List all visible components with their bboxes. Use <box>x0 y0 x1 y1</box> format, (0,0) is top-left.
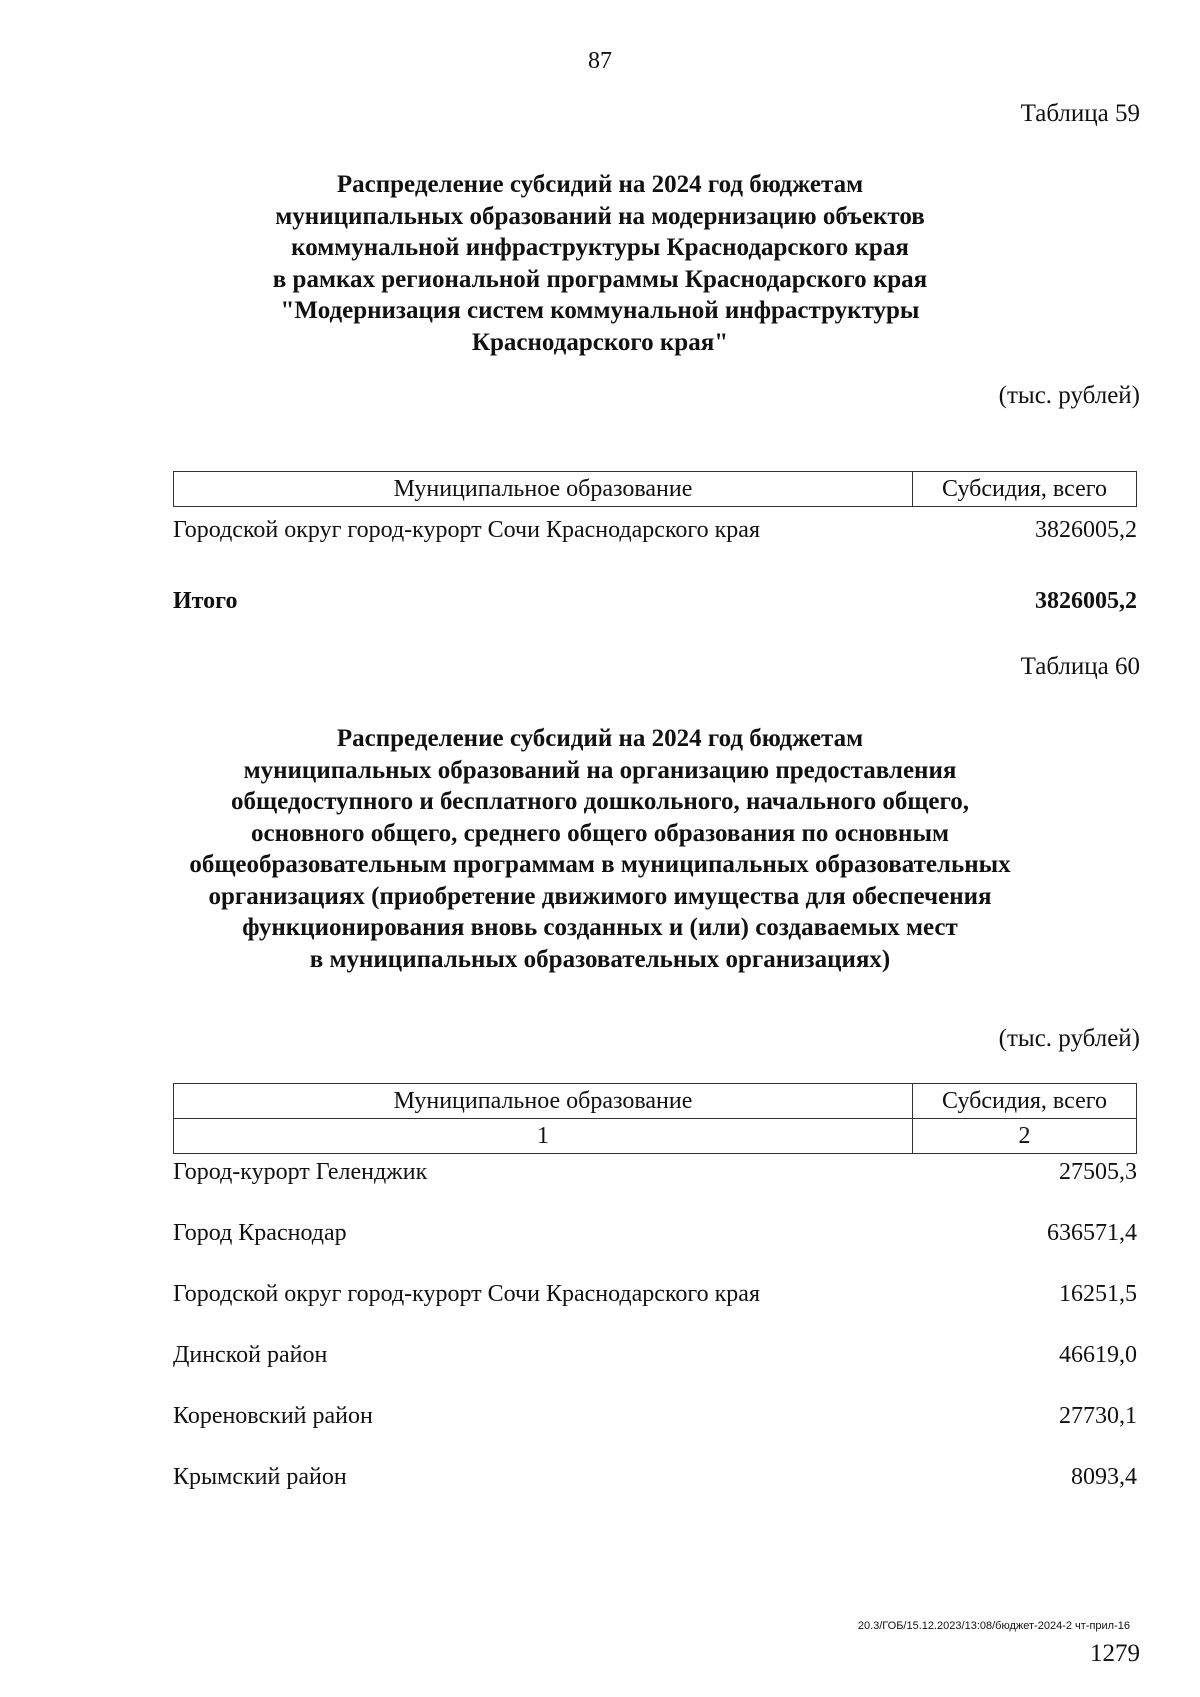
table-row <box>173 1159 1137 1186</box>
row-value: 3826005,2 <box>1035 517 1137 543</box>
row-name: Город Краснодар <box>173 1220 347 1246</box>
table-59-label: Таблица 59 <box>1020 100 1140 127</box>
total-value: 3826005,2 <box>1035 588 1137 614</box>
table-row <box>173 1464 1137 1491</box>
table-59-title: Распределение субсидий на 2024 год бюджетам муниципальных образований на модернизацию объектов коммунальной инфраструктуры Краснодарского края в рамках региональной программы Краснодарского края "Модернизация систем коммунальной инфраструктуры Краснодарского края" <box>272 171 928 356</box>
row-value: 16251,5 <box>1059 1281 1137 1307</box>
row-value: 636571,4 <box>1047 1220 1137 1246</box>
row-name: Крымский район <box>173 1464 347 1490</box>
table-row <box>173 1281 1137 1308</box>
header-municipality: Муниципальное образование <box>174 472 913 507</box>
row-name: Динской район <box>173 1342 328 1368</box>
table-59-unit: (тыс. рублей) <box>998 382 1140 409</box>
table-60-unit: (тыс. рублей) <box>998 1025 1140 1052</box>
row-name: Город-курорт Геленджик <box>173 1159 428 1185</box>
row-name: Городской округ город-курорт Сочи Краснодарского края <box>173 517 760 543</box>
row-name: Кореновский район <box>173 1403 373 1429</box>
table-row <box>173 1342 1137 1369</box>
total-label: Итого <box>173 588 238 614</box>
page-number: 87 <box>588 48 612 74</box>
row-name: Городской округ город-курорт Сочи Краснодарского края <box>173 1281 760 1307</box>
table-60-title: Распределение субсидий на 2024 год бюджетам муниципальных образований на организацию предоставления общедоступного и бесплатного дошкольного, начального общего, основного общего, среднего общего образования по основным общеобразовательным программам в муниципальных образовательных организациях (приобретение движимого имущества для обеспечения функционирования вновь созданных и (или) создаваемых мест в муниципальных образовательных организациях) <box>189 725 1011 973</box>
row-value: 27505,3 <box>1059 1159 1137 1185</box>
row-value: 27730,1 <box>1059 1403 1137 1429</box>
bottom-page-number: 1279 <box>1090 1640 1140 1667</box>
header-subsidy: Субсидия, всего <box>913 472 1137 507</box>
table-row <box>173 1220 1137 1247</box>
table-59-header <box>173 471 1137 507</box>
total-row <box>173 588 1137 615</box>
header-subsidy: Субсидия, всего <box>913 1084 1137 1119</box>
table-60-label: Таблица 60 <box>1020 653 1140 680</box>
document-stamp: 20.3/ГОБ/15.12.2023/13:08/бюджет-2024-2 чт-прил-16 <box>857 1620 1130 1632</box>
row-value: 8093,4 <box>1071 1464 1137 1490</box>
table-60-header <box>173 1083 1137 1154</box>
column-number-2: 2 <box>913 1119 1137 1154</box>
column-number-1: 1 <box>174 1119 913 1154</box>
header-municipality: Муниципальное образование <box>174 1084 913 1119</box>
table-row <box>173 517 1137 544</box>
table-row <box>173 1403 1137 1430</box>
row-value: 46619,0 <box>1059 1342 1137 1368</box>
